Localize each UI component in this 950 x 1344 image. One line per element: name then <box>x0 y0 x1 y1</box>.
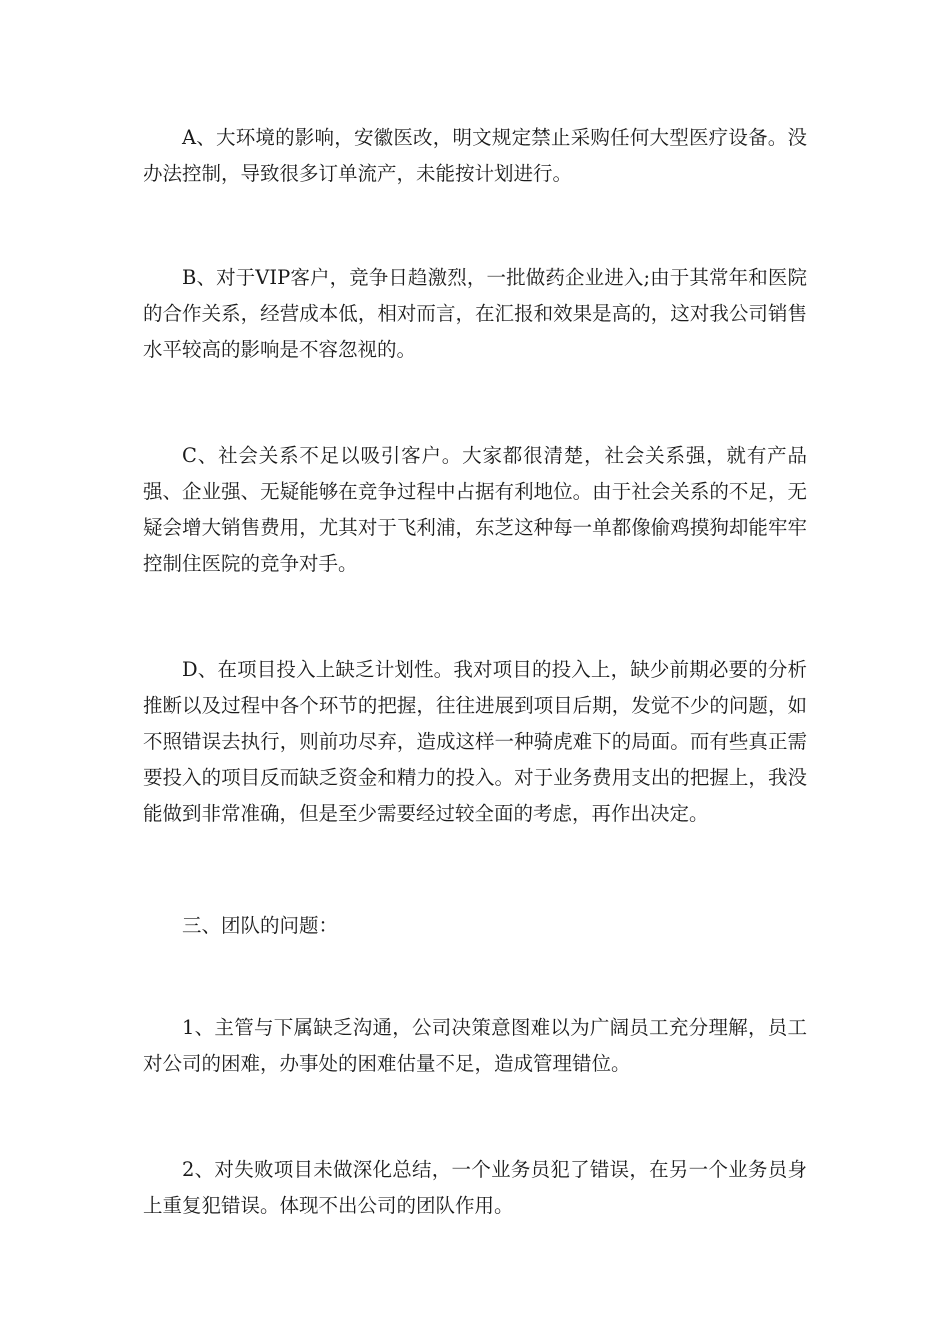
list-item-1: 1、主管与下属缺乏沟通，公司决策意图难以为广阔员工充分理解，员工对公司的困难，办事处的困难估量不足，造成管理错位。 <box>143 1016 807 1075</box>
paragraph-d: D、在项目投入上缺乏计划性。我对项目的投入上，缺少前期必要的分析推断以及过程中各个环节的把握，往往进展到项目后期，发觉不少的问题，如不照错误去执行，则前功尽弃，造成这样一种骑虎难下的局面。而有些真正需要投入的项目反而缺乏资金和精力的投入。对于业务费用支出的把握上，我没能做到非常准确，但是至少需要经过较全面的考虑，再作出决定。 <box>143 658 807 825</box>
paragraph-a: A、大环境的影响，安徽医改，明文规定禁止采购任何大型医疗设备。没办法控制，导致很多订单流产，未能按计划进行。 <box>143 126 807 185</box>
list-item-2: 2、对失败项目未做深化总结，一个业务员犯了错误，在另一个业务员身上重复犯错误。体现不出公司的团队作用。 <box>143 1158 807 1217</box>
section-heading-team-issues: 三、团队的问题： <box>182 914 339 937</box>
paragraph-c: C、社会关系不足以吸引客户。大家都很清楚，社会关系强，就有产品强、企业强、无疑能够在竞争过程中占据有利地位。由于社会关系的不足，无疑会增大销售费用，尤其对于飞利浦，东芝这种每一单都像偷鸡摸狗却能牢牢控制住医院的竞争对手。 <box>143 444 807 575</box>
paragraph-b: B、对于VIP客户，竞争日趋激烈，一批做药企业进入;由于其常年和医院的合作关系，经营成本低，相对而言，在汇报和效果是高的，这对我公司销售水平较高的影响是不容忽视的。 <box>143 266 807 361</box>
